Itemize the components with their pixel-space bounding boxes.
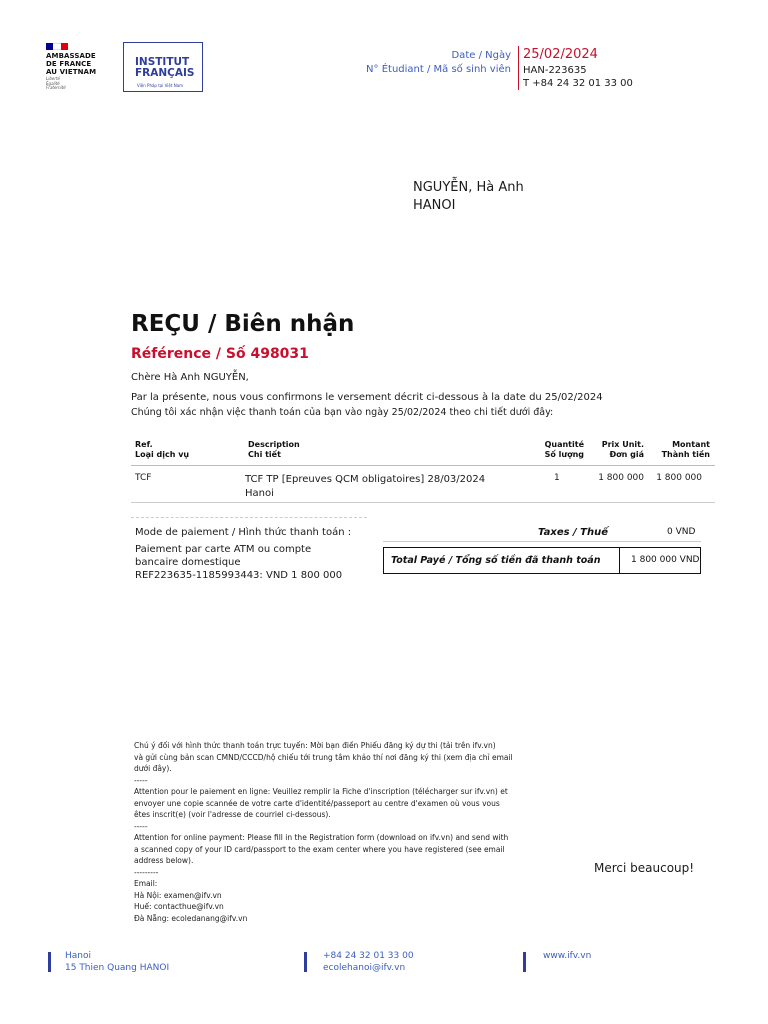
table-row-divider (131, 502, 715, 503)
phone-number: T +84 24 32 01 33 00 (523, 78, 633, 89)
note-line: --------- (134, 867, 159, 877)
row-description (245, 473, 485, 501)
footer-address-line: 15 Thien Quang HANOI (65, 963, 170, 973)
date-value: 25/02/2024 (523, 47, 598, 62)
note-line: Đà Nẵng: ecoledanang@ifv.vn (134, 913, 248, 923)
note-line: ----- (134, 775, 148, 785)
col-header-amount-vi: Thành tiền (661, 450, 710, 459)
recipient-name: NGUYỄN, Hà Anh (413, 180, 524, 195)
note-line: Hà Nội: examen@ifv.vn (134, 890, 222, 900)
col-header-unit-price-vi: Đơn giá (609, 450, 644, 459)
note-line: êtes inscrit(e) (voir l'adresse de courriel ci-dessous). (134, 810, 331, 819)
table-header-divider (131, 465, 715, 466)
col-header-amount-fr: Montant (672, 440, 710, 449)
taxes-divider (383, 541, 701, 542)
footer-address-line: Hanoi (65, 951, 91, 961)
col-header-description-fr: Description (248, 440, 300, 449)
note-line: Attention for online payment: Please fill in the Registration form (download on ifv.vn) and send with (134, 833, 509, 842)
payment-divider (131, 517, 367, 518)
col-header-description-vi: Chi tiết (248, 450, 281, 459)
row-quantity: 1 (554, 473, 560, 483)
col-header-ref-vi: Loại dịch vụ (135, 450, 190, 459)
footer-phone: +84 24 32 01 33 00 (323, 951, 414, 961)
col-header-unit-price (602, 440, 644, 460)
note-line: và gửi cùng bản scan CMND/CCCD/hộ chiếu tới trung tâm khảo thí nơi đăng ký thi (xem địa chỉ email (134, 752, 513, 762)
embassy-line: DE FRANCE (46, 60, 92, 68)
taxes-label: Taxes / Thuế (538, 527, 609, 538)
student-number-value: HAN-223635 (523, 65, 587, 76)
institut-logo-line: INSTITUT (135, 56, 190, 68)
footer-website[interactable]: www.ifv.vn (543, 951, 592, 961)
col-header-amount (662, 440, 710, 460)
note-line: envoyer une copie scannée de votre carte d'identité/passeport au centre d'examen où vous vous (134, 798, 500, 808)
note-line: dưới đây). (134, 764, 172, 773)
footer-contact (323, 950, 414, 974)
closing-thanks: Merci beaucoup! (594, 861, 695, 875)
note-line: ----- (134, 821, 148, 831)
footer-bar (523, 952, 526, 972)
embassy-line: AU VIETNAM (46, 68, 97, 76)
row-description-line: TCF TP [Epreuves QCM obligatoires] 28/03/2024 (245, 474, 486, 485)
footer-address (65, 950, 169, 974)
recipient-city: HANOI (413, 198, 456, 213)
col-header-quantity-vi: Số lượng (544, 450, 584, 459)
receipt-reference: Référence / Số 498031 (131, 346, 309, 362)
payment-mode-label: Mode de paiement / Hình thức thanh toán : (135, 527, 352, 538)
note-line: a scanned copy of your ID card/passport to the exam center where you have registered (see email (134, 844, 505, 854)
taxes-value: 0 VND (667, 527, 696, 537)
student-number-label: N° Étudiant / Mã số sinh viên (366, 64, 511, 75)
row-description-line: Hanoi (245, 488, 274, 499)
greeting: Chère Hà Anh NGUYỄN, (131, 372, 249, 383)
institut-logo-line: FRANÇAIS (135, 67, 195, 79)
page-title: REÇU / Biên nhận (131, 311, 355, 337)
total-paid-box (383, 547, 701, 574)
col-header-ref-fr: Ref. (135, 440, 153, 449)
note-line: Email: (134, 879, 158, 888)
row-ref: TCF (135, 473, 152, 483)
total-paid-value: 1 800 000 VND (631, 555, 700, 565)
col-header-description (248, 440, 300, 460)
note-line: address below). (134, 856, 194, 865)
note-line: Chú ý đối với hình thức thanh toán trực tuyến: Mời bạn điền Phiếu đăng ký dự thi (tải trên ifv.vn) (134, 741, 496, 750)
col-header-quantity-fr: Quantité (544, 440, 584, 449)
payment-details (135, 543, 342, 582)
payment-detail-line: Paiement par carte ATM ou compte (135, 544, 312, 555)
header-divider (518, 46, 519, 90)
motto-line: Égalité (46, 80, 60, 86)
embassy-logo-text (46, 52, 96, 76)
footer-bar (304, 952, 307, 972)
col-header-quantity (545, 440, 584, 460)
confirmation-vi: Chúng tôi xác nhận việc thanh toán của bạn vào ngày 25/02/2024 theo chi tiết dưới đây: (131, 407, 554, 418)
total-paid-label: Total Payé / Tổng số tiền đã thanh toán (391, 555, 601, 566)
confirmation-fr: Par la présente, nous vous confirmons le versement décrit ci-dessous à la date du 25/02/2024 (131, 392, 603, 403)
institut-francais-logo (123, 42, 203, 92)
embassy-line: AMBASSADE (46, 52, 96, 60)
footer-bar (48, 952, 51, 972)
institut-logo-subtitle: Viện Pháp tại Việt Nam (137, 83, 184, 88)
col-header-unit-price-fr: Prix Unit. (601, 440, 644, 449)
payment-detail-line: bancaire domestique (135, 557, 241, 568)
embassy-motto (46, 77, 66, 91)
payment-notes (134, 740, 574, 924)
french-flag-icon (46, 43, 68, 50)
row-unit-price: 1 800 000 (598, 473, 644, 483)
motto-line: Liberté (46, 76, 61, 81)
col-header-ref (135, 440, 189, 460)
payment-detail-line: REF223635-1185993443: VND 1 800 000 (135, 570, 343, 581)
total-box-separator (619, 548, 620, 573)
motto-line: Fraternité (46, 85, 66, 90)
footer-email[interactable]: ecolehanoi@ifv.vn (323, 963, 406, 973)
date-label: Date / Ngày (451, 50, 511, 61)
note-line: Attention pour le paiement en ligne: Veuillez remplir la Fiche d'inscription (télécharger sur ifv.vn) et (134, 787, 508, 796)
row-amount: 1 800 000 (656, 473, 702, 483)
note-line: Huế: contacthue@ifv.vn (134, 902, 224, 911)
